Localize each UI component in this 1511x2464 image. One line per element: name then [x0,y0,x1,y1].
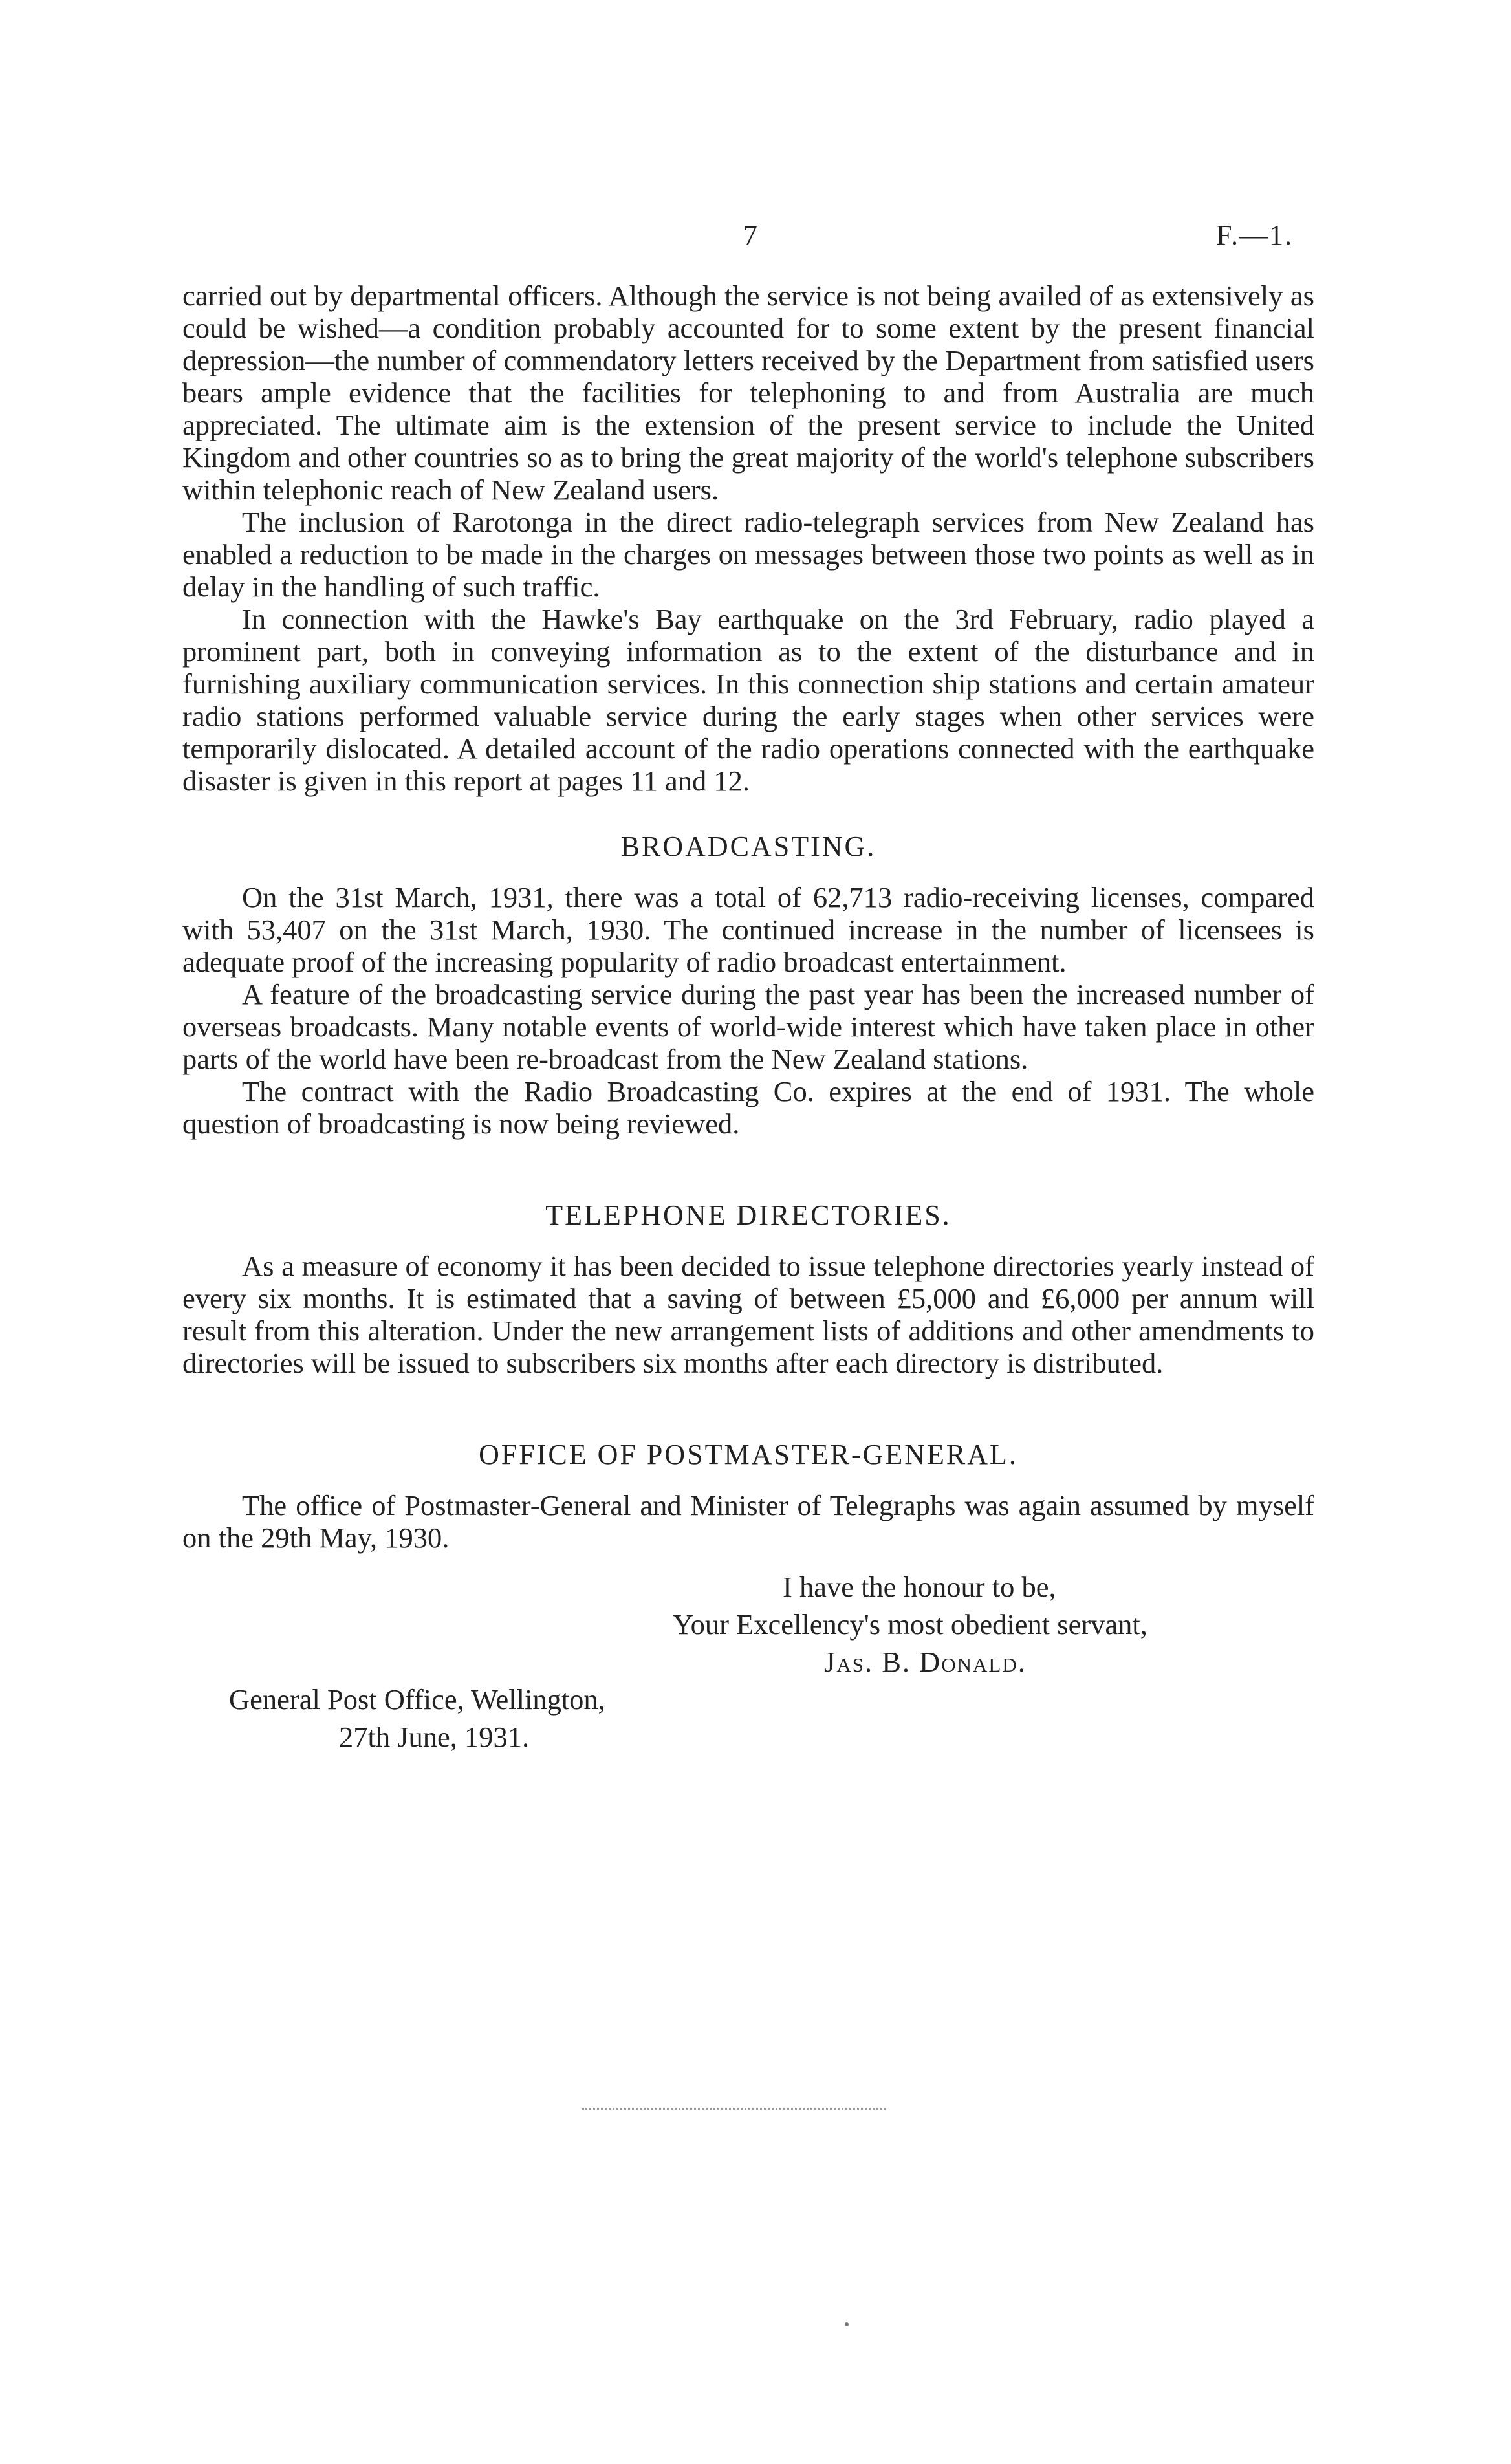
closing-honour-line: I have the honour to be, [783,1571,1056,1603]
stray-dot [845,2322,849,2326]
closing-servant-line: Your Excellency's most obedient servant, [673,1608,1147,1641]
page-reference: F.—1. [1216,219,1293,251]
heading-postmaster-general: OFFICE OF POSTMASTER-GENERAL. [479,1439,1018,1470]
closing-place: General Post Office, Wellington, [229,1683,605,1716]
footer-rule [582,2108,886,2110]
page-number: 7 [743,219,757,251]
paragraph-directories-1: As a measure of economy it has been decided to issue telephone directories yearly instead of every six months. It is estimated that a saving of between £5,000 and £6,000 per annum will result from this alteration. Under the new arrangement lists of additions and other amendments to directories will be issued to subscribers six months after each directory is distributed. [182,1250,1314,1379]
paragraph-intro-2: The inclusion of Rarotonga in the direct radio-telegraph services from New Zealand has enabled a reduction to be made in the charges on messages between those two points as well as in delay in the handling of such traffic. [182,506,1314,603]
signature: Jas. B. Donald. [824,1646,1027,1678]
paragraph-intro-1: carried out by departmental officers. Although the service is not being availed of as extensively as could be wished—a condition probably accounted for to some extent by the present financial depression—the number of commendatory letters received by the Department from satisfied users bears ample evidence that the facilities for telephoning to and from Australia are much appreciated. The ultimate aim is the extension of the present service to include the United Kingdom and other countries so as to bring the great majority of the world's telephone subscribers within telephonic reach of New Zealand users. [182,279,1314,506]
paragraph-broadcasting-1: On the 31st March, 1931, there was a total of 62,713 radio-receiving licenses, compared with 53,407 on the 31st March, 1930. The continued increase in the number of licensees is adequate proof of the increasing popularity of radio broadcast entertainment. [182,881,1314,978]
paragraph-broadcasting-3: The contract with the Radio Broadcasting Co. expires at the end of 1931. The whole question of broadcasting is now being reviewed. [182,1075,1314,1140]
document-body [182,279,1314,1788]
closing-date: 27th June, 1931. [339,1721,530,1753]
paragraph-broadcasting-2: A feature of the broadcasting service during the past year has been the increased number of overseas broadcasts. Many notable events of world-wide interest which have taken place in other parts of the world have been re-broadcast from the New Zealand stations. [182,978,1314,1075]
heading-telephone-directories: TELEPHONE DIRECTORIES. [545,1199,951,1231]
heading-broadcasting: BROADCASTING. [620,831,876,862]
paragraph-postmaster-1: The office of Postmaster-General and Minister of Telegraphs was again assumed by myself on the 29th May, 1930. [182,1489,1314,1554]
paragraph-intro-3: In connection with the Hawke's Bay earthquake on the 3rd February, radio played a prominent part, both in conveying information as to the extent of the disturbance and in furnishing auxiliary communication services. In this connection ship stations and certain amateur radio stations performed valuable service during the early stages when other services were temporarily dislocated. A detailed account of the radio operations connected with the earthquake disaster is given in this report at pages 11 and 12. [182,603,1314,797]
closing-block [182,1568,1314,1788]
